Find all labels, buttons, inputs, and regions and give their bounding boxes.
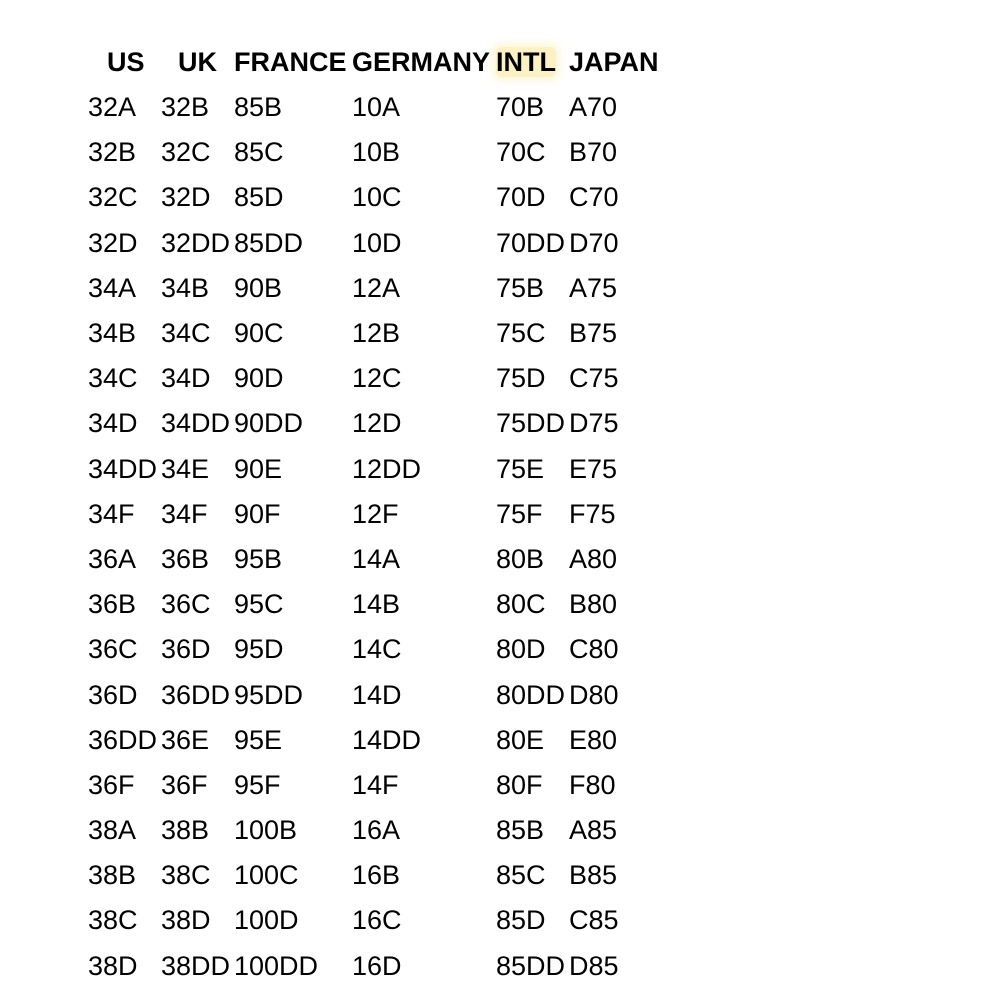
cell-france: 95E [234,724,283,755]
cell-intl: 70B [496,92,545,123]
cell-japan: D80 [569,679,619,710]
cell-france: 85DD [234,227,304,258]
cell-germany: 12C [352,363,402,394]
cell-uk: 36DD [161,679,231,710]
table-row [88,627,688,672]
header-germany: GERMANY [352,47,491,77]
table-row [88,85,688,130]
header-us: US [107,47,145,77]
cell-us: 38D [88,950,138,981]
cell-us: 36F [88,769,135,800]
cell-us: 34C [88,363,138,394]
cell-germany: 10D [352,227,402,258]
table-row [88,898,688,943]
cell-japan: B75 [569,318,618,349]
table-body [88,85,688,989]
cell-france: 90C [234,318,284,349]
cell-japan: D85 [569,950,619,981]
cell-uk: 38C [161,860,211,891]
table-row [88,401,688,446]
cell-uk: 34F [161,498,208,529]
cell-france: 90B [234,272,283,303]
cell-intl: 80B [496,543,545,574]
cell-france: 90E [234,453,283,484]
cell-japan: F80 [569,769,616,800]
table-row [88,266,688,311]
table-row [88,447,688,492]
cell-uk: 38DD [161,950,231,981]
cell-france: 100B [234,815,298,846]
cell-us: 32C [88,182,138,213]
cell-france: 100DD [234,950,319,981]
cell-intl: 75F [496,498,543,529]
cell-germany: 16D [352,950,402,981]
cell-france: 95F [234,769,281,800]
cell-germany: 14C [352,634,402,665]
cell-france: 90DD [234,408,304,439]
header-intl-highlight: INTL [496,47,556,77]
cell-uk: 34C [161,318,211,349]
cell-japan: C85 [569,905,619,936]
cell-intl: 80C [496,589,546,620]
cell-uk: 32DD [161,227,231,258]
cell-japan: D75 [569,408,619,439]
cell-germany: 16C [352,905,402,936]
cell-intl: 70DD [496,227,566,258]
cell-intl: 85DD [496,950,566,981]
cell-germany: 14D [352,679,402,710]
cell-germany: 10C [352,182,402,213]
cell-intl: 85B [496,815,545,846]
cell-japan: A85 [569,815,618,846]
cell-germany: 14B [352,589,401,620]
cell-intl: 75B [496,272,545,303]
cell-germany: 12A [352,272,401,303]
cell-germany: 12F [352,498,399,529]
cell-uk: 38D [161,905,211,936]
cell-intl: 80DD [496,679,566,710]
table-row [88,582,688,627]
table-row [88,311,688,356]
cell-france: 100D [234,905,299,936]
cell-germany: 10B [352,137,401,168]
cell-japan: B70 [569,137,618,168]
cell-intl: 80D [496,634,546,665]
table-header-row [88,40,688,85]
table-row [88,718,688,763]
cell-us: 36DD [88,724,158,755]
cell-uk: 36B [161,543,210,574]
cell-uk: 38B [161,815,210,846]
cell-japan: F75 [569,498,616,529]
cell-uk: 36C [161,589,211,620]
cell-uk: 36D [161,634,211,665]
cell-france: 100C [234,860,299,891]
cell-japan: C75 [569,363,619,394]
cell-intl: 80F [496,769,543,800]
table-row [88,175,688,220]
cell-us: 34B [88,318,137,349]
cell-germany: 14DD [352,724,422,755]
cell-us: 32B [88,137,137,168]
cell-us: 38A [88,815,137,846]
cell-germany: 12DD [352,453,422,484]
cell-intl: 75C [496,318,546,349]
cell-france: 95B [234,543,283,574]
cell-us: 32A [88,92,137,123]
cell-japan: C70 [569,182,619,213]
cell-germany: 12B [352,318,401,349]
cell-intl: 85D [496,905,546,936]
cell-us: 38B [88,860,137,891]
cell-japan: B80 [569,589,618,620]
cell-intl: 85C [496,860,546,891]
header-intl [496,49,569,76]
cell-us: 34A [88,272,137,303]
cell-intl: 70D [496,182,546,213]
table-row [88,808,688,853]
cell-uk: 32C [161,137,211,168]
cell-japan: A75 [569,272,618,303]
cell-uk: 34E [161,453,210,484]
cell-japan: A80 [569,543,618,574]
size-conversion-table [88,40,688,989]
cell-us: 34DD [88,453,158,484]
cell-intl: 80E [496,724,545,755]
table-row [88,130,688,175]
cell-germany: 14F [352,769,399,800]
cell-uk: 36F [161,769,208,800]
cell-us: 36D [88,679,138,710]
header-france: FRANCE [234,47,347,77]
table-row [88,853,688,898]
table-row [88,672,688,717]
cell-uk: 32D [161,182,211,213]
cell-japan: B85 [569,860,618,891]
cell-us: 34D [88,408,138,439]
cell-france: 90D [234,363,284,394]
cell-france: 95C [234,589,284,620]
table-row [88,356,688,401]
cell-japan: D70 [569,227,619,258]
cell-japan: C80 [569,634,619,665]
cell-germany: 16A [352,815,401,846]
cell-uk: 34B [161,272,210,303]
cell-uk: 34D [161,363,211,394]
cell-intl: 75DD [496,408,566,439]
table-row [88,492,688,537]
cell-us: 32D [88,227,138,258]
cell-uk: 36E [161,724,210,755]
cell-intl: 75E [496,453,545,484]
cell-japan: E75 [569,453,618,484]
header-uk: UK [178,47,217,77]
cell-uk: 32B [161,92,210,123]
cell-intl: 75D [496,363,546,394]
cell-france: 85B [234,92,283,123]
cell-germany: 10A [352,92,401,123]
cell-us: 34F [88,498,135,529]
table-row [88,944,688,989]
cell-japan: A70 [569,92,618,123]
header-japan: JAPAN [569,47,659,77]
table-row [88,763,688,808]
cell-france: 90F [234,498,281,529]
table-row [88,537,688,582]
cell-germany: 12D [352,408,402,439]
cell-us: 38C [88,905,138,936]
cell-france: 95D [234,634,284,665]
cell-germany: 16B [352,860,401,891]
cell-france: 85D [234,182,284,213]
cell-us: 36A [88,543,137,574]
table-row [88,221,688,266]
cell-france: 95DD [234,679,304,710]
cell-us: 36C [88,634,138,665]
cell-japan: E80 [569,724,618,755]
cell-us: 36B [88,589,137,620]
cell-uk: 34DD [161,408,231,439]
cell-germany: 14A [352,543,401,574]
cell-france: 85C [234,137,284,168]
cell-intl: 70C [496,137,546,168]
